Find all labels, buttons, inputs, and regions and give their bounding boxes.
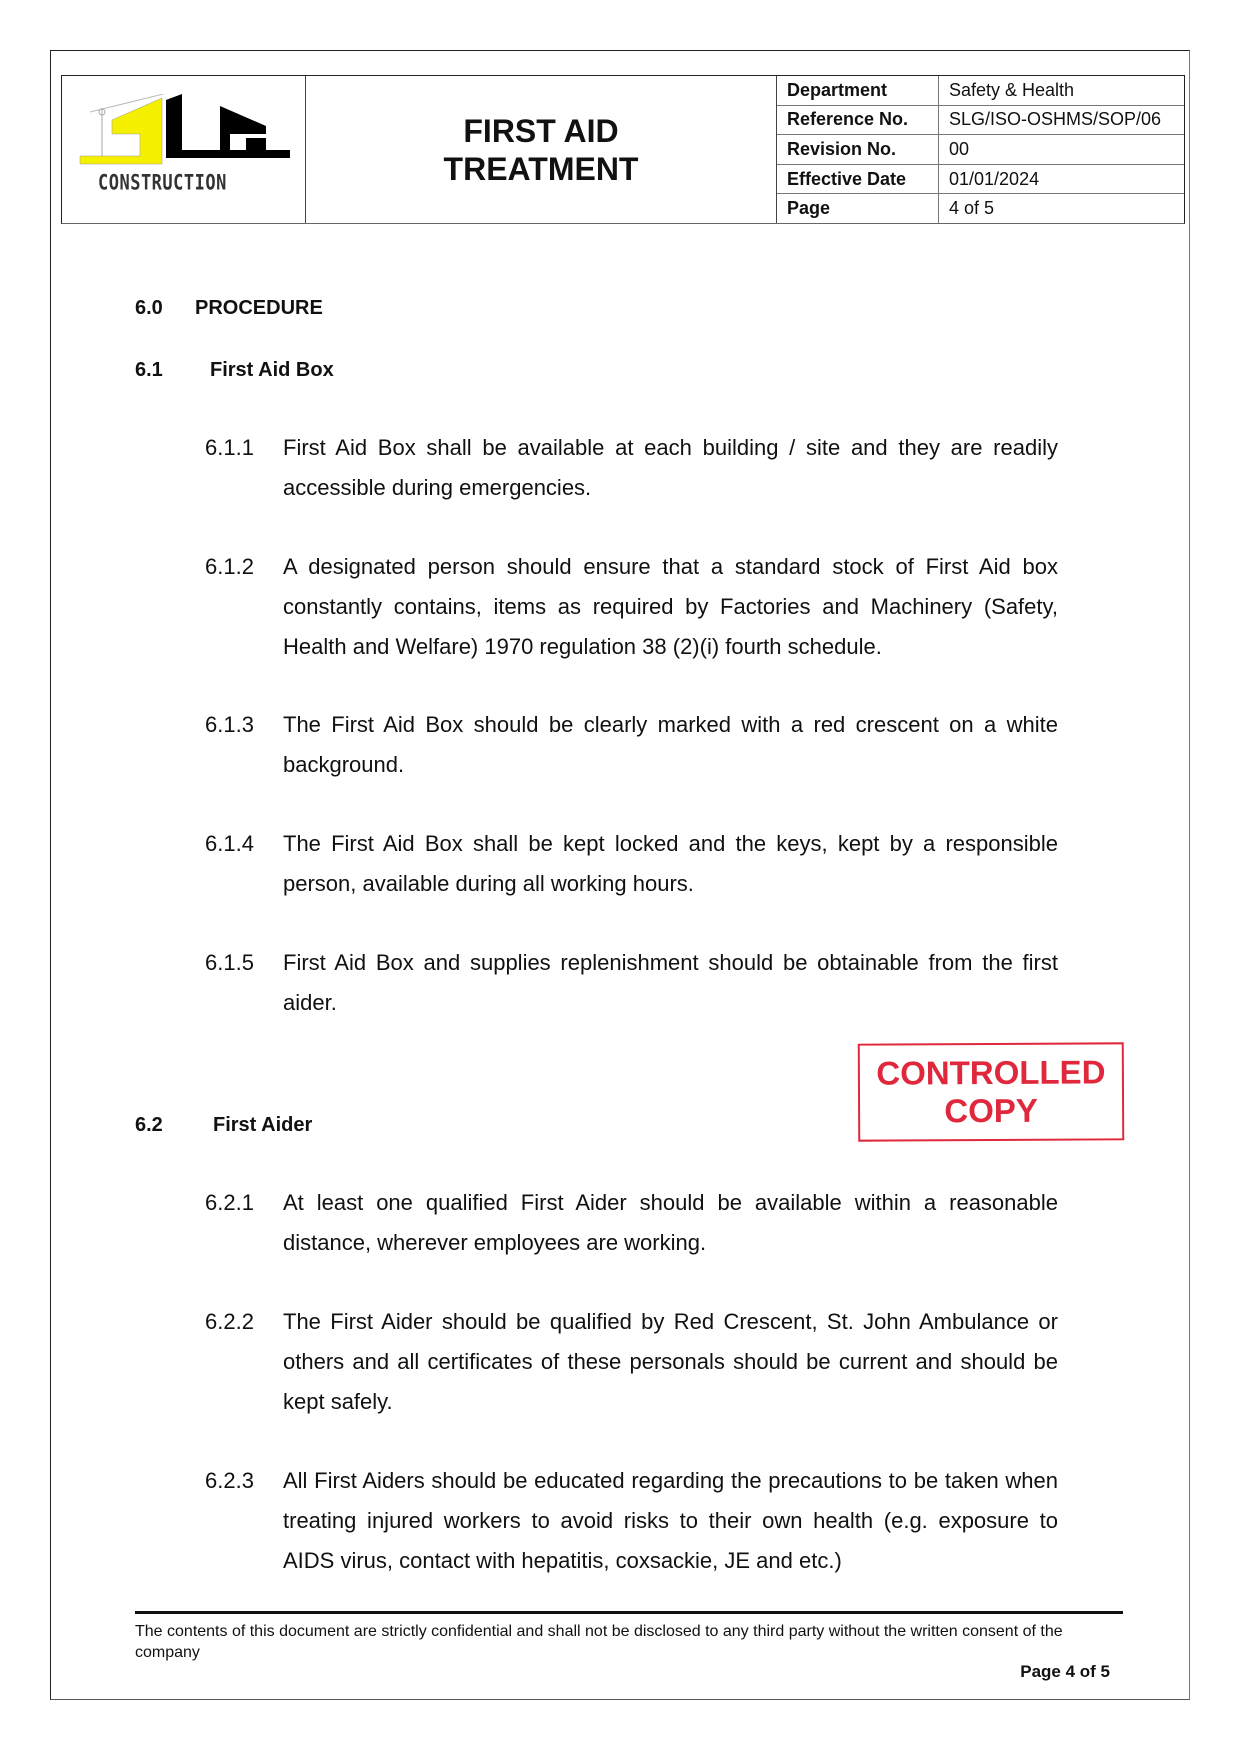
item-number: 6.1.2 bbox=[205, 554, 254, 579]
item-text: A designated person should ensure that a standard stock of First Aid box constantly contains, items as required by Factories and Machinery (Safety, Health and Welfare) 1970 regulation 38 (2)(i) fourth schedule. bbox=[283, 554, 1058, 659]
subsection-title: First Aid Box bbox=[210, 359, 334, 381]
info-label: Reference No. bbox=[777, 106, 939, 135]
info-value: SLG/ISO-OSHMS/SOP/06 bbox=[949, 109, 1162, 130]
subsection-title: First Aider bbox=[213, 1114, 313, 1136]
info-row-revision bbox=[777, 135, 1184, 165]
info-row-page bbox=[777, 194, 1184, 223]
section-heading bbox=[135, 297, 535, 320]
item-number: 6.2.2 bbox=[205, 1309, 254, 1334]
document-header bbox=[61, 75, 1185, 224]
info-label: Effective Date bbox=[777, 165, 939, 194]
item-number: 6.1.1 bbox=[205, 435, 254, 460]
info-label: Page bbox=[777, 194, 939, 223]
logo-subtitle: CONSTRUCTION bbox=[98, 170, 227, 196]
item-number: 6.1.5 bbox=[205, 950, 254, 975]
footer-divider bbox=[135, 1611, 1123, 1614]
document-title bbox=[306, 76, 777, 223]
info-value: 00 bbox=[949, 138, 970, 159]
info-row-reference bbox=[777, 106, 1184, 136]
info-row-department bbox=[777, 76, 1184, 106]
list-item bbox=[205, 1183, 1058, 1263]
item-text: At least one qualified First Aider should be available within a reasonable distance, wherever employees are working. bbox=[283, 1190, 1058, 1255]
info-label: Department bbox=[777, 76, 939, 105]
item-number: 6.1.4 bbox=[205, 831, 254, 856]
item-text: First Aid Box and supplies replenishment should be obtainable from the first aider. bbox=[283, 950, 1058, 1015]
section-number: 6.0 bbox=[135, 297, 163, 319]
info-value: Safety & Health bbox=[949, 79, 1075, 100]
stamp-line-1: CONTROLLED bbox=[876, 1053, 1106, 1092]
info-value: 01/01/2024 bbox=[949, 168, 1040, 189]
item-number: 6.2.3 bbox=[205, 1468, 254, 1493]
subsection-heading bbox=[135, 1114, 535, 1137]
confidentiality-notice: The contents of this document are strictly confidential and shall not be disclosed to any third party without the written consent of the company bbox=[135, 1623, 1063, 1661]
item-number: 6.1.3 bbox=[205, 712, 254, 737]
list-item bbox=[205, 705, 1058, 785]
list-item bbox=[205, 1461, 1058, 1581]
subsection-number: 6.1 bbox=[135, 359, 163, 381]
stamp-line-2: COPY bbox=[944, 1091, 1038, 1130]
item-text: The First Aid Box should be clearly marked with a red crescent on a white background. bbox=[283, 712, 1058, 777]
list-item bbox=[205, 824, 1058, 904]
item-text: First Aid Box shall be available at each building / site and they are readily accessible during emergencies. bbox=[283, 435, 1058, 500]
info-label: Revision No. bbox=[777, 135, 939, 164]
controlled-copy-stamp bbox=[858, 1042, 1125, 1141]
item-text: The First Aid Box shall be kept locked and the keys, kept by a responsible person, available during all working hours. bbox=[283, 831, 1058, 896]
subsection-heading bbox=[135, 359, 535, 382]
list-item bbox=[205, 943, 1058, 1023]
item-text: All First Aiders should be educated regarding the precautions to be taken when treating injured workers to avoid risks to their own health (e.g. exposure to AIDS virus, contact with hepatitis, coxsackie, JE and etc.) bbox=[283, 1468, 1058, 1573]
title-line-1: FIRST AID bbox=[463, 112, 619, 149]
item-number: 6.2.1 bbox=[205, 1190, 254, 1215]
list-item bbox=[205, 547, 1058, 667]
item-text: The First Aider should be qualified by Red Crescent, St. John Ambulance or others and all certificates of these personals should be current and should be kept safely. bbox=[283, 1309, 1058, 1414]
title-line-2: TREATMENT bbox=[443, 150, 639, 187]
info-value: 4 of 5 bbox=[949, 198, 995, 219]
company-logo bbox=[62, 76, 306, 223]
section-title: PROCEDURE bbox=[195, 297, 323, 319]
info-row-effective-date bbox=[777, 165, 1184, 195]
document-info-table bbox=[777, 76, 1184, 223]
list-item bbox=[205, 1302, 1058, 1422]
list-item bbox=[205, 428, 1058, 508]
subsection-number: 6.2 bbox=[135, 1114, 163, 1136]
footer-page-number: Page 4 of 5 bbox=[1020, 1662, 1110, 1681]
